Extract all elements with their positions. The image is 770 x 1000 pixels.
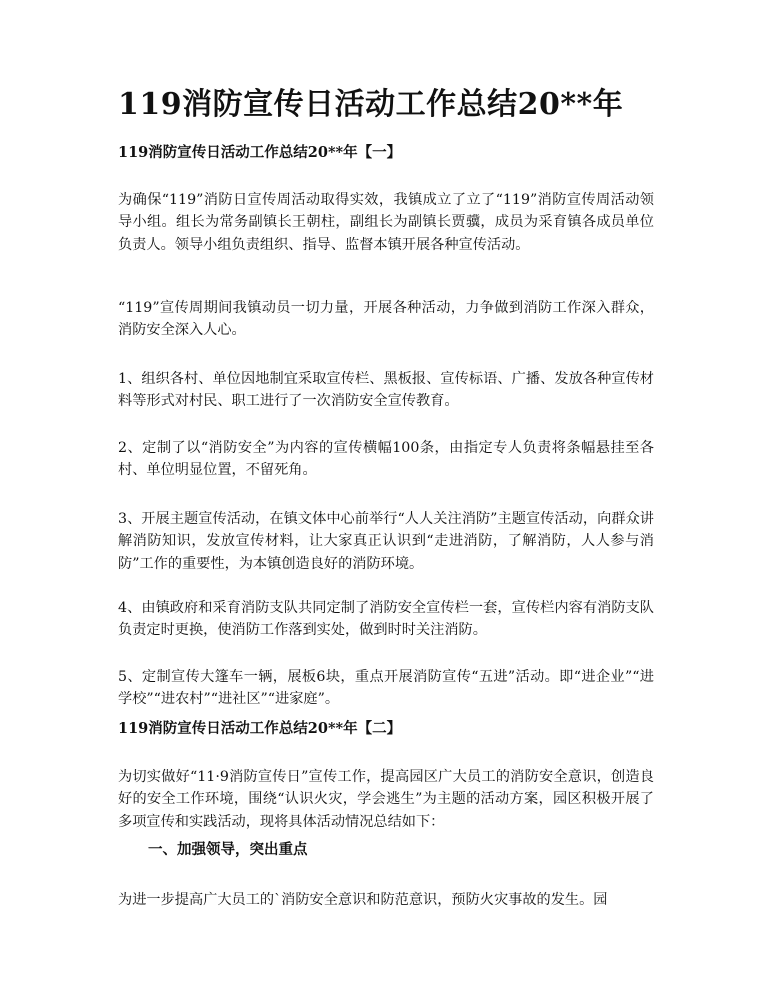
paragraph: “119”宣传周期间我镇动员一切力量，开展各种活动，力争做到消防工作深入群众，消防安全深入人心。 <box>118 300 654 339</box>
paragraph: 为切实做好“11·9消防宣传日”宣传工作，提高园区广大员工的消防安全意识，创造良好的安全工作环境，围绕“认识火灾，学会逃生”为主题的活动方案，园区积极开展了多项宣传和实践活动，现将具体活动情况总结如下： <box>118 769 654 830</box>
paragraph: 为进一步提高广大员工的`消防安全意识和防范意识，预防火灾事故的发生。园 <box>118 892 608 908</box>
section-one-heading: 119消防宣传日活动工作总结20**年【一】 <box>118 144 402 161</box>
paragraph: 3、开展主题宣传活动，在镇文体中心前举行“人人关注消防”主题宣传活动，向群众讲解消防知识，发放宣传材料，让大家真正认识到“走进消防，了解消防，人人参与消防”工作的重要性，为本镇创造良好的消防环境。 <box>118 511 654 572</box>
paragraph: 1、组织各村、单位因地制宜采取宣传栏、黑板报、宣传标语、广播、发放各种宣传材料等形式对村民、职工进行了一次消防安全宣传教育。 <box>118 371 654 410</box>
paragraph: 4、由镇政府和采育消防支队共同定制了消防安全宣传栏一套，宣传栏内容有消防支队负责定时更换，使消防工作落到实处，做到时时关注消防。 <box>118 600 654 639</box>
paragraph: 2、定制了以“消防安全”为内容的宣传横幅100条，由指定专人负责将条幅悬挂至各村、单位明显位置，不留死角。 <box>118 440 654 479</box>
paragraph: 为确保“119”消防日宣传周活动取得实效，我镇成立了立了“119”消防宣传周活动领导小组。组长为常务副镇长王朝柱，副组长为副镇长贾骥，成员为采育镇各成员单位负责人。领导小组负责组织、指导、监督本镇开展各种宣传活动。 <box>118 192 654 253</box>
document-title: 119消防宣传日活动工作总结20**年 <box>118 87 624 122</box>
section-two-heading: 119消防宣传日活动工作总结20**年【二】 <box>118 720 402 737</box>
subsection-heading: 一、加强领导，突出重点 <box>148 841 308 858</box>
paragraph: 5、定制宣传大篷车一辆，展板6块，重点开展消防宣传“五进”活动。即“进企业”“进学校”“进农村”“进社区”“进家庭”。 <box>118 669 654 708</box>
